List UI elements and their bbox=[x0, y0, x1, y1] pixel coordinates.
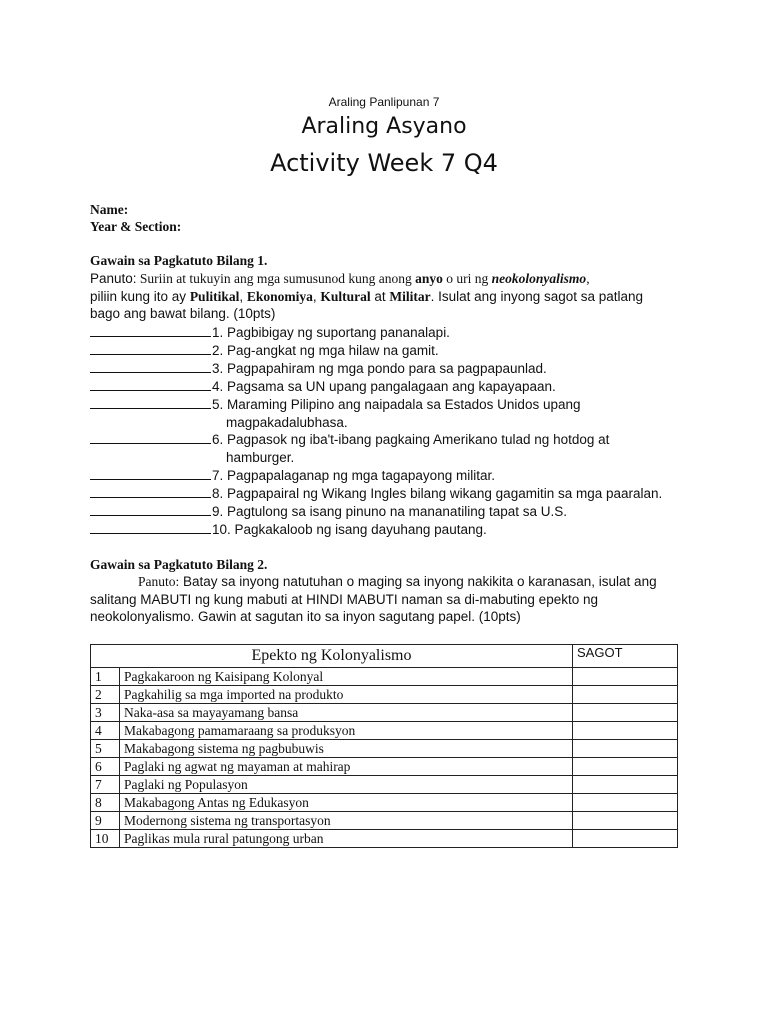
table-row bbox=[91, 830, 678, 848]
row-effect: Makabagong sistema ng pagbubuwis bbox=[120, 740, 573, 758]
answer-item-9: 9. Pagtulong sa isang pinuno na mananatiling tapat sa U.S. bbox=[90, 503, 690, 521]
answer-cell[interactable] bbox=[573, 758, 678, 776]
answer-item-6: 6. Pagpasok ng iba't-ibang pagkaing Amerikano tulad ng hotdog at bbox=[90, 431, 690, 449]
answer-item-7: 7. Pagpapalaganap ng mga tagapayong militar. bbox=[90, 467, 690, 485]
answer-blank[interactable] bbox=[90, 360, 211, 373]
row-number: 7 bbox=[91, 776, 120, 794]
section-label: Year & Section: bbox=[90, 219, 182, 234]
row-effect: Pagkahilig sa mga imported na produkto bbox=[120, 686, 573, 704]
answer-cell[interactable] bbox=[573, 722, 678, 740]
table-row bbox=[91, 704, 678, 722]
header-effect: Epekto ng Kolonyalismo bbox=[91, 645, 573, 668]
name-label: Name: bbox=[90, 202, 129, 217]
answer-blank[interactable] bbox=[90, 431, 211, 444]
answer-cell[interactable] bbox=[573, 776, 678, 794]
answer-blank[interactable] bbox=[90, 396, 211, 409]
table-row bbox=[91, 758, 678, 776]
table-row bbox=[91, 740, 678, 758]
answer-cell[interactable] bbox=[573, 686, 678, 704]
document-title: Araling Asyano bbox=[301, 114, 467, 139]
answer-item-10: 10. Pagkakaloob ng isang dayuhang pautang. bbox=[90, 521, 690, 539]
answer-cell[interactable] bbox=[573, 740, 678, 758]
table-header-row bbox=[91, 645, 678, 668]
row-effect: Paglaki ng Populasyon bbox=[120, 776, 573, 794]
answer-item-3: 3. Pagpapahiram ng mga pondo para sa pagpapaunlad. bbox=[90, 360, 690, 378]
answer-item-5: 5. Maraming Pilipino ang naipadala sa Estados Unidos upang bbox=[90, 396, 690, 414]
answer-item-4: 4. Pagsama sa UN upang pangalagaan ang kapayapaan. bbox=[90, 378, 690, 396]
answer-blank[interactable] bbox=[90, 521, 211, 534]
table-row bbox=[91, 686, 678, 704]
row-number: 2 bbox=[91, 686, 120, 704]
answer-item-1: 1. Pagbibigay ng suportang pananalapi. bbox=[90, 324, 690, 342]
answer-cell[interactable] bbox=[573, 830, 678, 848]
answer-cell[interactable] bbox=[573, 668, 678, 686]
answer-blank[interactable] bbox=[90, 485, 211, 498]
row-effect: Makabagong pamamaraang sa produksyon bbox=[120, 722, 573, 740]
row-effect: Pagkakaroon ng Kaisipang Kolonyal bbox=[120, 668, 573, 686]
row-number: 10 bbox=[91, 830, 120, 848]
document-subtitle: Activity Week 7 Q4 bbox=[270, 149, 498, 177]
answer-blank[interactable] bbox=[90, 324, 211, 337]
subject-label: Araling Panlipunan 7 bbox=[328, 95, 440, 109]
answer-item-2: 2. Pag-angkat ng mga hilaw na gamit. bbox=[90, 342, 690, 360]
row-number: 5 bbox=[91, 740, 120, 758]
table-row bbox=[91, 722, 678, 740]
row-number: 3 bbox=[91, 704, 120, 722]
answer-blank[interactable] bbox=[90, 342, 211, 355]
answer-cell[interactable] bbox=[573, 794, 678, 812]
answer-blank[interactable] bbox=[90, 467, 211, 480]
activity1-heading: Gawain sa Pagkatuto Bilang 1. bbox=[90, 253, 268, 268]
row-number: 4 bbox=[91, 722, 120, 740]
answer-item-6-continuation: hamburger. bbox=[226, 450, 295, 465]
row-number: 1 bbox=[91, 668, 120, 686]
row-effect: Modernong sistema ng transportasyon bbox=[120, 812, 573, 830]
table-row bbox=[91, 812, 678, 830]
answer-cell[interactable] bbox=[573, 704, 678, 722]
answer-blank[interactable] bbox=[90, 378, 211, 391]
answer-item-5-continuation: magpakadalubhasa. bbox=[226, 415, 348, 430]
answer-item-8: 8. Pagpapairal ng Wikang Ingles bilang wikang gagamitin sa mga paaralan. bbox=[90, 485, 690, 503]
row-effect: Paglikas mula rural patungong urban bbox=[120, 830, 573, 848]
effects-table bbox=[90, 644, 678, 848]
row-number: 8 bbox=[91, 794, 120, 812]
activity1-instructions: Panuto: Suriin at tukuyin ang mga sumusunod kung anong anyo o uri ng neokolonyalismo, piliin kung ito ay Pulitikal, Ekonomiya, Kultural at Militar. Isulat ang inyong sagot sa patlang bago ang bawat bilang. (10pts) bbox=[90, 271, 644, 321]
activity2-instructions: Panuto: Batay sa inyong natutuhan o maging sa inyong nakikita o karanasan, isulat ang salitang MABUTI ng kung mabuti at HINDI MABUTI naman sa di-mabuting epekto ng neokolonyalismo. Gawin at sagutan ito sa inyon sagutang papel. (10pts) bbox=[90, 574, 657, 624]
activity2-heading: Gawain sa Pagkatuto Bilang 2. bbox=[90, 557, 268, 572]
header-answer: SAGOT bbox=[573, 645, 678, 668]
table-row bbox=[91, 776, 678, 794]
row-number: 6 bbox=[91, 758, 120, 776]
row-effect: Naka-asa sa mayayamang bansa bbox=[120, 704, 573, 722]
row-effect: Paglaki ng agwat ng mayaman at mahirap bbox=[120, 758, 573, 776]
answer-blank[interactable] bbox=[90, 503, 211, 516]
table-row bbox=[91, 668, 678, 686]
answer-cell[interactable] bbox=[573, 812, 678, 830]
table-row bbox=[91, 794, 678, 812]
row-number: 9 bbox=[91, 812, 120, 830]
row-effect: Makabagong Antas ng Edukasyon bbox=[120, 794, 573, 812]
